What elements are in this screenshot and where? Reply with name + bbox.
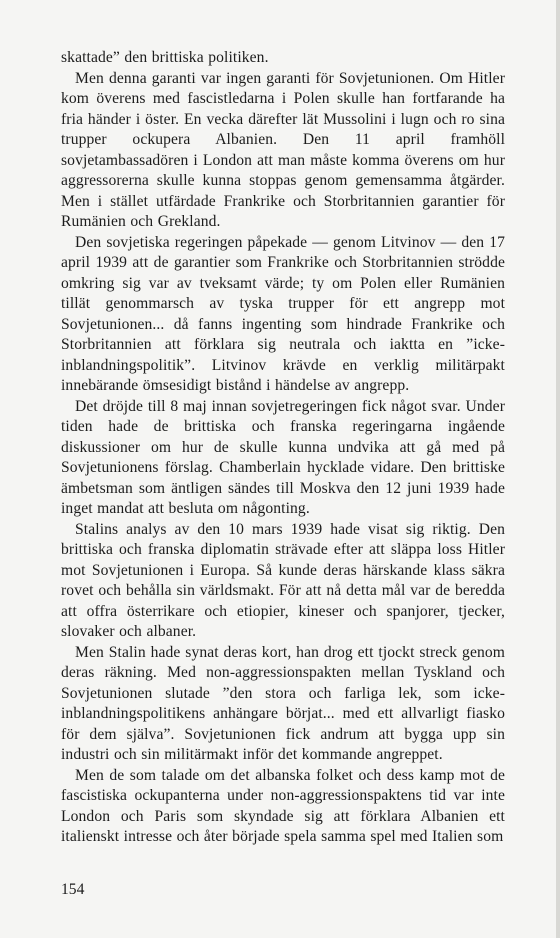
page-edge-shadow: [556, 0, 560, 938]
body-text: [61, 48, 505, 848]
paragraph-2: Men denna garanti var ingen garanti för Sovjetunionen. Om Hitler kom överens med fascistledarna i Polen skulle han fortfarande ha fria händer i öster. En vecka därefter lät Mussolini i lugn och ro sina trupper ockupera Albanien. Den 11 april framhöll sovjetambassadören i London att man måste komma överens om hur aggressorerna skulle kunna stoppas genom gemensamma åtgärder. Men i stället utfärdade Frankrike och Storbritannien garantier för Rumänien och Grekland.: [61, 69, 505, 230]
paragraph-7: Men de som talade om det albanska folket och dess kamp mot de fascistiska ockupanterna under non-aggressionspaktens tid var inte London och Paris som skyndade sig att förklara Albanien ett italienskt intresse och åter började spela samma spel med Italien som: [61, 766, 505, 845]
paragraph-4: Det dröjde till 8 maj innan sovjetregeringen fick något svar. Under tiden hade de brittiska och franska regeringarna ingående diskussioner om hur de skulle kunna undvika att gå med på Sovjetunionens förslag. Chamberlain hycklade vidare. Den brittiske ämbetsman som äntligen sändes till Moskva den 12 juni 1939 hade inget mandat att besluta om någonting.: [61, 397, 505, 517]
paragraph-1: skattade” den brittiska politiken.: [61, 49, 269, 66]
page-number: 154: [61, 881, 85, 898]
paragraph-3: Den sovjetiska regeringen påpekade — genom Litvinov — den 17 april 1939 att de garantier som Frankrike och Storbritannien strödde omkring sig var av tveksamt värde; ty om Polen eller Rumänien tillät genommarsch av tyska trupper för ett angrepp mot Sovjetunionen... då fanns ingenting som hindrade Frankrike och Storbritannien att förklara sig neutrala och iaktta en ”icke-inblandningspolitik”. Litvinov krävde en verklig militärpakt innebärande ömsesidigt bistånd i händelse av angrepp.: [61, 233, 505, 394]
paragraph-5: Stalins analys av den 10 mars 1939 hade visat sig riktig. Den brittiska och franska diplomatin strävade efter att släppa loss Hitler mot Sovjetunionen i Europa. Så kunde deras härskande klass säkra rovet och behålla sin världsmakt. För att nå detta mål var de beredda att offra österrikare och etiopier, kineser och spanjorer, tjecker, slovaker och albaner.: [61, 520, 505, 640]
paragraph-6: Men Stalin hade synat deras kort, han drog ett tjockt streck genom deras räkning. Med non-aggressionspakten mellan Tyskland och Sovjetunionen slutade ”den stora och farliga lek, som icke-inblandningspolitikens anhängare börjat... med ett allvarligt fiasko för dem själva”. Sovjetunionen fick andrum att bygga upp sin industri och sin militärmakt inför det kommande angreppet.: [61, 643, 505, 763]
